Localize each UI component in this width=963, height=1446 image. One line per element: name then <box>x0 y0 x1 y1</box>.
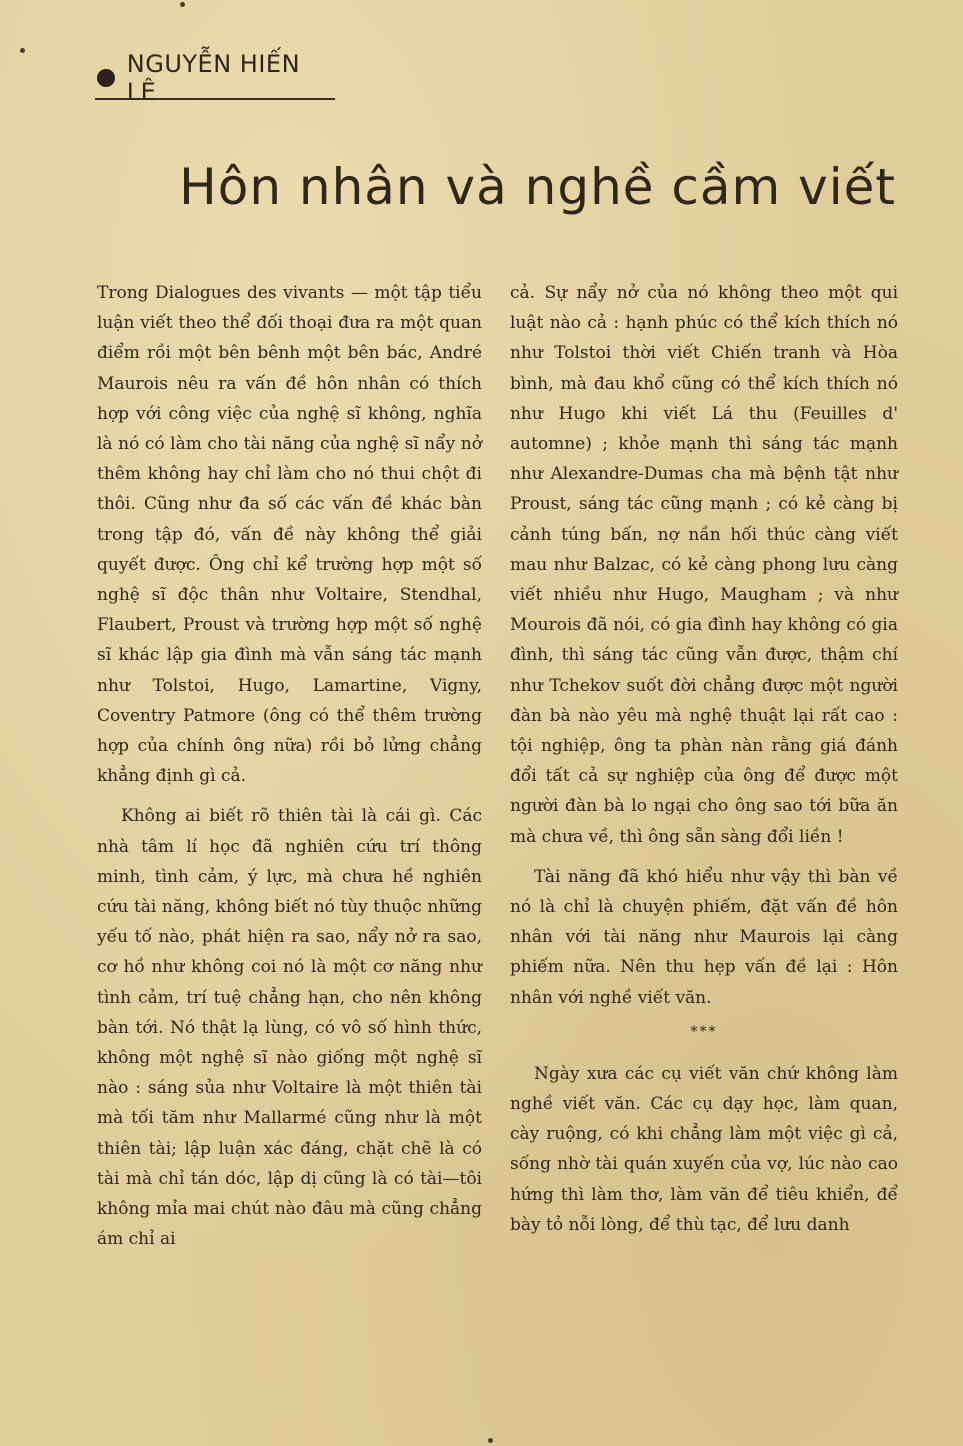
paragraph: Ngày xưa các cụ viết văn chứ không làm nghề viết văn. Các cụ dạy học, làm quan, cày ruộng, có khi chẳng làm một việc gì cả, sống nhờ tài quán xuyến của vợ, lúc nào cao hứng thì làm thơ, làm văn để tiêu khiển, để bày tỏ nỗi lòng, để thù tạc, để lưu danh <box>510 1063 898 1235</box>
bullet-icon <box>97 69 115 87</box>
paragraph: Trong Dialogues des vivants — một tập tiểu luận viết theo thể đối thoại đưa ra một quan điểm rồi một bên bênh một bên bác, André Maurois nêu ra vấn đề hôn nhân có thích hợp với công việc của nghệ sĩ không, nghĩa là nó có làm cho tài năng của nghệ sĩ nẩy nở thêm không hay chỉ làm cho nó thui chột đi thôi. Cũng như đa số các vấn đề khác bàn trong tập đó, vấn đề này không thể giải quyết được. Ông chỉ kể trường hợp một số nghệ sĩ độc thân như Voltaire, Stendhal, Flaubert, Proust và trường hợp một số nghệ sĩ khác lập gia đình mà vẫn sáng tác mạnh như Tolstoi, Hugo, Lamartine, Vigny, Coventry Patmore (ông có thể thêm trường hợp của chính ông nữa) rồi bỏ lửng chẳng khẳng định gì cả. <box>97 283 482 787</box>
ink-speck <box>20 48 25 53</box>
paragraph: Tài năng đã khó hiểu như vậy thì bàn về nó là chỉ là chuyện phiếm, đặt vấn đề hôn nhân với tài năng như Maurois lại càng phiếm nữa. Nên thu hẹp vấn đề lại : Hôn nhân với nghề viết văn. <box>510 866 898 1008</box>
author-name: NGUYỄN HIẾN LÊ <box>126 50 301 106</box>
ink-speck <box>488 1438 493 1443</box>
left-column <box>97 278 482 1265</box>
right-column <box>510 278 898 1250</box>
author-header <box>95 50 335 106</box>
section-separator: *** <box>690 1023 718 1040</box>
paragraph: Không ai biết rõ thiên tài là cái gì. Các nhà tâm lí học đã nghiên cứu trí thông minh, tình cảm, ý lực, mà chưa hề nghiên cứu tài năng, không biết nó tùy thuộc những yếu tố nào, phát hiện ra sao, nẩy nở ra sao, cơ hồ như không coi nó là một cơ năng như tình cảm, trí tuệ chẳng hạn, cho nên không bàn tới. Nó thật lạ lùng, có vô số hình thức, không một nghệ sĩ nào giống một nghệ sĩ nào : sáng sủa như Voltaire là một thiên tài mà tối tăm như Mallarmé cũng như là một thiên tài; lập luận xác đáng, chặt chẽ là có tài mà chỉ tán dóc, lập dị cũng là có tài—tôi không mỉa mai chút nào đâu mà cũng chẳng ám chỉ ai <box>97 806 482 1250</box>
ink-speck <box>180 2 185 7</box>
article-title: Hôn nhân và nghề cầm viết <box>179 158 896 216</box>
paragraph: cả. Sự nẩy nở của nó không theo một qui luật nào cả : hạnh phúc có thể kích thích nó như Tolstoi thời viết Chiến tranh và Hòa bình, mà đau khổ cũng có thể kích thích nó như Hugo khi viết Lá thu (Feuilles d' automne) ; khỏe mạnh thì sáng tác mạnh như Alexandre-Dumas cha mà bệnh tật như Proust, sáng tác cũng mạnh ; có kẻ càng bị cảnh túng bấn, nợ nần hối thúc càng viết mau như Balzac, có kẻ càng phong lưu càng viết nhiều như Hugo, Maugham ; và như Mourois đã nói, có gia đình hay không có gia đình, thì sáng tác cũng vẫn được, thậm chí như Tchekov suốt đời chẳng được một người đàn bà nào yêu mà nghệ thuật lại rất cao : tội nghiệp, ông ta phàn nàn rằng giá đánh đổi tất cả sự nghiệp của ông để được một người đàn bà lo ngại cho ông sao tới bữa ăn mà chưa về, thì ông sẵn sàng đổi liền ! <box>510 283 898 847</box>
